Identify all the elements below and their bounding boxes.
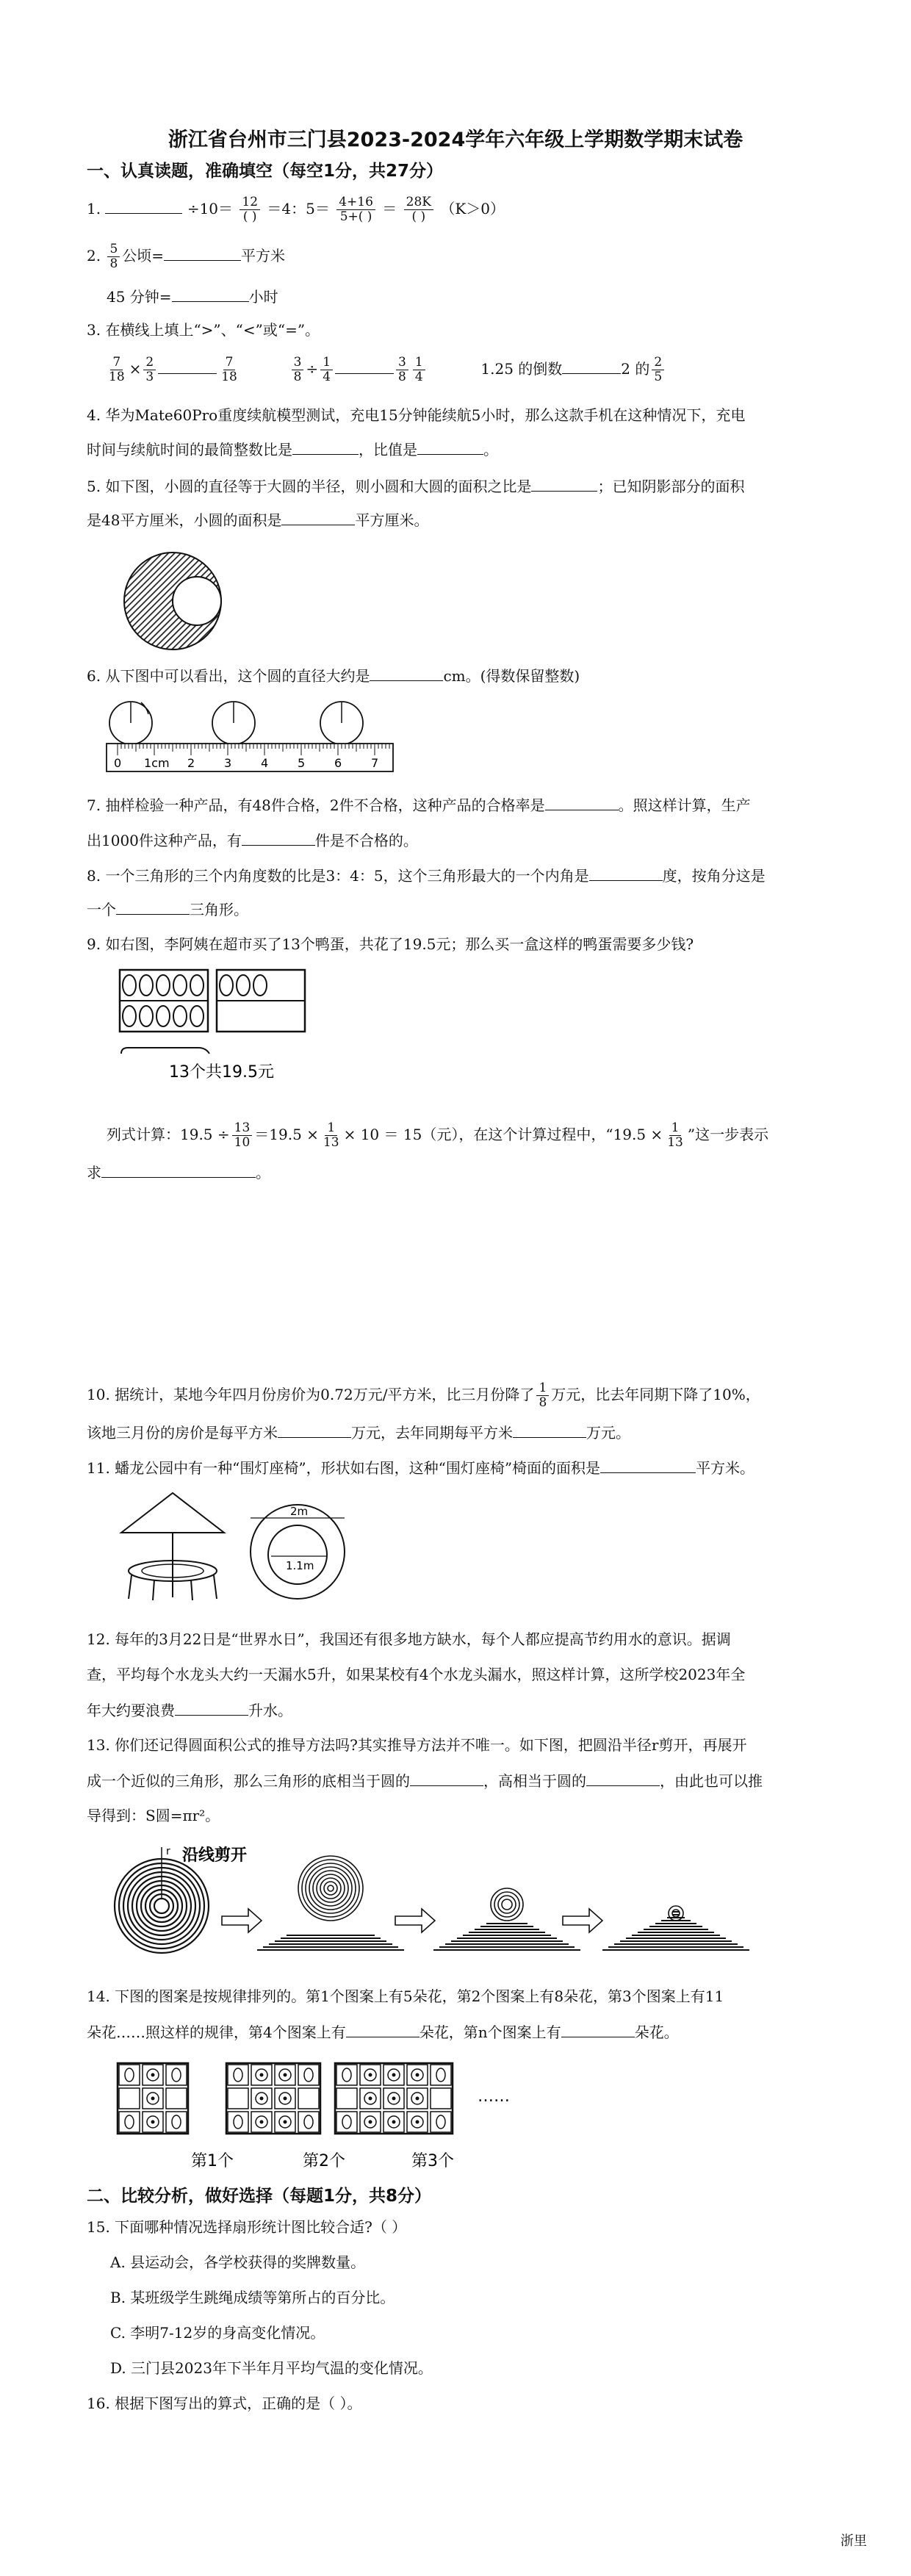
answer-blank[interactable] bbox=[175, 1699, 248, 1716]
ruler-figure bbox=[103, 694, 411, 774]
svg-text:……: …… bbox=[478, 2087, 510, 2106]
option-a[interactable]: A. 县运动会，各学校获得的奖牌数量。 bbox=[110, 2253, 366, 2271]
inner-diameter-label: 1.1m bbox=[286, 1559, 314, 1572]
answer-blank[interactable] bbox=[531, 475, 597, 492]
answer-blank[interactable] bbox=[242, 829, 315, 846]
question-12-line-3: 年大约要浪费 升水。 bbox=[87, 1699, 829, 1721]
answer-blank[interactable] bbox=[116, 898, 190, 915]
exam-title: 浙江省台州市三门县2023-2024学年六年级上学期数学期末试卷 bbox=[168, 129, 743, 151]
answer-blank[interactable] bbox=[105, 197, 182, 214]
flower-pattern-figure bbox=[110, 2056, 522, 2173]
answer-blank[interactable] bbox=[292, 438, 359, 455]
option-b[interactable]: B. 某班级学生跳绳成绩等第所占的百分比。 bbox=[110, 2289, 395, 2306]
answer-blank[interactable] bbox=[158, 357, 217, 374]
question-4-line-2: 时间与续航时间的最简整数比是 ，比值是 。 bbox=[87, 438, 829, 461]
question-10: 10. 据统计，某地今年四月份房价为0.72万元/平方米，比三月份降了 $\frac{1}{8}$ 万元，比去年同期下降了10%， bbox=[87, 1381, 760, 1410]
fraction: $\frac{4+16}{5+( )}$ bbox=[336, 195, 375, 224]
answer-blank[interactable] bbox=[281, 508, 355, 525]
outer-diameter-label: 2m bbox=[290, 1505, 309, 1518]
question-3-items: $\frac{7}{18}$ × $\frac{2}{3}$ $\frac{7}{18}$ $\frac{3}{8}$ ÷ $\frac{1}{4}$ $\frac{3}{8}$ $\frac{1}{4}$ 1.25 的倒数 2 的 $\frac{2}{5}$ bbox=[104, 356, 846, 384]
answer-blank[interactable] bbox=[600, 1456, 696, 1473]
circle-unroll-figure bbox=[110, 1840, 757, 1957]
question-2: 2. $\frac{5}{8}$ 公顷= 平方米 bbox=[87, 242, 286, 271]
fraction: $\frac{5}{8}$ bbox=[107, 242, 120, 271]
answer-blank[interactable] bbox=[545, 794, 619, 810]
lamp-seat-figure bbox=[114, 1489, 364, 1606]
question-13-line-2: 成一个近似的三角形，那么三角形的底相当于圆的 ，高相当于圆的 ，由此也可以推 bbox=[87, 1769, 829, 1792]
section-2-heading: 二、比较分析，做好选择（每题1分，共8分） bbox=[87, 2187, 432, 2206]
answer-blank[interactable] bbox=[172, 285, 249, 302]
question-13-line-3: 导得到：S圆=πr²。 bbox=[87, 1807, 220, 1824]
fraction: $\frac{12}{( )}$ bbox=[240, 195, 260, 224]
ruler-label: 6 bbox=[334, 756, 342, 770]
question-14-line-2: 朵花……照这样的规律，第4个图案上有 朵花，第n个图案上有 朵花。 bbox=[87, 2021, 829, 2043]
question-10-line-2: 该地三月份的房价是每平方米 万元，去年同期每平方米 万元。 bbox=[87, 1421, 829, 1444]
answer-blank[interactable] bbox=[562, 357, 621, 374]
answer-blank[interactable] bbox=[586, 1769, 660, 1786]
answer-blank[interactable] bbox=[346, 2021, 420, 2037]
question-5: 5. 如下图，小圆的直径等于大圆的半径，则小圆和大圆的面积之比是 ；已知阴影部分的面积 bbox=[87, 475, 829, 497]
question-8-line-2: 一个 三角形。 bbox=[87, 898, 829, 921]
answer-blank[interactable] bbox=[589, 864, 663, 881]
question-13: 13. 你们还记得圆面积公式的推导方法吗?其实推导方法并不唯一。如下图，把圆沿半径r剪开，再展开 bbox=[87, 1736, 747, 1754]
question-7-line-2: 出1000件这种产品，有 件是不合格的。 bbox=[87, 829, 829, 852]
ruler-label: 5 bbox=[298, 756, 306, 770]
answer-blank[interactable] bbox=[561, 2021, 635, 2037]
ruler-label: 4 bbox=[261, 756, 269, 770]
answer-blank[interactable] bbox=[410, 1769, 483, 1786]
answer-blank[interactable] bbox=[101, 1161, 256, 1178]
egg-caption: 13个共19.5元 bbox=[169, 1063, 274, 1082]
fraction: $\frac{28K}{( )}$ bbox=[404, 195, 433, 224]
answer-blank[interactable] bbox=[278, 1421, 351, 1438]
question-2-part-2: 45 分钟= 小时 bbox=[107, 285, 849, 308]
question-12: 12. 每年的3月22日是“世界水日”，我国还有很多地方缺水，每个人都应提高节约用水的意识。据调 bbox=[87, 1630, 731, 1648]
question-9-calculation: 列式计算：19.5 ÷ $\frac{13}{10}$ ＝19.5 × $\frac{1}{13}$ × 10 ＝ 15（元），在这个计算过程中，“19.5 × $\frac{1}{13}$ ”这一步表示 bbox=[107, 1120, 769, 1150]
question-12-line-2: 查，平均每个水龙头大约一天漏水5升，如果某校有4个水龙头漏水，照这样计算，这所学校2023年全 bbox=[87, 1666, 746, 1683]
circles-figure bbox=[121, 550, 224, 652]
question-6: 6. 从下图中可以看出，这个圆的直径大约是 cm。(得数保留整数) bbox=[87, 664, 829, 687]
small-circle bbox=[173, 577, 221, 625]
option-c[interactable]: C. 李明7-12岁的身高变化情况。 bbox=[110, 2324, 325, 2342]
question-14: 14. 下图的图案是按规律排列的。第1个图案上有5朵花，第2个图案上有8朵花，第3个图案上有11 bbox=[87, 1987, 724, 2005]
question-1: 1. ÷10＝ $\frac{12}{( )}$ ＝4：5＝ $\frac{4+16}{5+( )}$ ＝ $\frac{28K}{( )}$ （K＞0） bbox=[87, 195, 505, 224]
answer-blank[interactable] bbox=[513, 1421, 586, 1438]
cut-label: 沿线剪开 bbox=[182, 1846, 248, 1865]
question-3: 3. 在横线上填上“>”、“<”或“=”。 bbox=[87, 321, 320, 339]
question-4: 4. 华为Mate60Pro重度续航模型测试，充电15分钟能续航5小时，那么这款手机在这种情况下，充电 bbox=[87, 406, 746, 424]
answer-blank[interactable] bbox=[335, 357, 394, 374]
answer-blank[interactable] bbox=[164, 244, 241, 261]
question-11: 11. 蟠龙公园中有一种“围灯座椅”，形状如右图，这种“围灯座椅”椅面的面积是 平方米。 bbox=[87, 1456, 829, 1479]
question-8: 8. 一个三角形的三个内角度数的比是3：4：5，这个三角形最大的一个内角是 度，按角分这是 bbox=[87, 864, 829, 887]
footer-mark: 浙里 bbox=[840, 2533, 867, 2549]
answer-blank[interactable] bbox=[370, 664, 443, 681]
question-5-line-2: 是48平方厘米，小圆的面积是 平方厘米。 bbox=[87, 508, 829, 531]
answer-blank[interactable] bbox=[417, 438, 483, 455]
ruler-label: 2 bbox=[187, 756, 195, 770]
pattern-label-1: 第1个 bbox=[191, 2152, 234, 2170]
section-1-heading: 一、认真读题，准确填空（每空1分，共27分） bbox=[87, 162, 444, 181]
question-9: 9. 如右图，李阿姨在超市买了13个鸭蛋，共花了19.5元；那么买一盒这样的鸭蛋需要多少钱? bbox=[87, 935, 694, 953]
question-16: 16. 根据下图写出的算式，正确的是（ ）。 bbox=[87, 2395, 362, 2412]
ruler-label: 1cm bbox=[144, 756, 170, 770]
question-7: 7. 抽样检验一种产品，有48件合格，2件不合格，这种产品的合格率是 。照这样计算，生产 bbox=[87, 794, 829, 816]
svg-text:r: r bbox=[166, 1846, 170, 1857]
ruler-label: 0 bbox=[114, 756, 122, 770]
question-15: 15. 下面哪种情况选择扇形统计图比较合适?（ ） bbox=[87, 2218, 407, 2236]
ruler-label: 7 bbox=[371, 756, 379, 770]
pattern-label-3: 第3个 bbox=[411, 2152, 454, 2170]
option-d[interactable]: D. 三门县2023年下半年月平均气温的变化情况。 bbox=[110, 2359, 433, 2377]
pattern-label-2: 第2个 bbox=[303, 2152, 345, 2170]
ruler-label: 3 bbox=[224, 756, 232, 770]
duck-egg-boxes-figure bbox=[118, 967, 309, 1102]
question-9-line-2: 求 。 bbox=[87, 1161, 829, 1184]
